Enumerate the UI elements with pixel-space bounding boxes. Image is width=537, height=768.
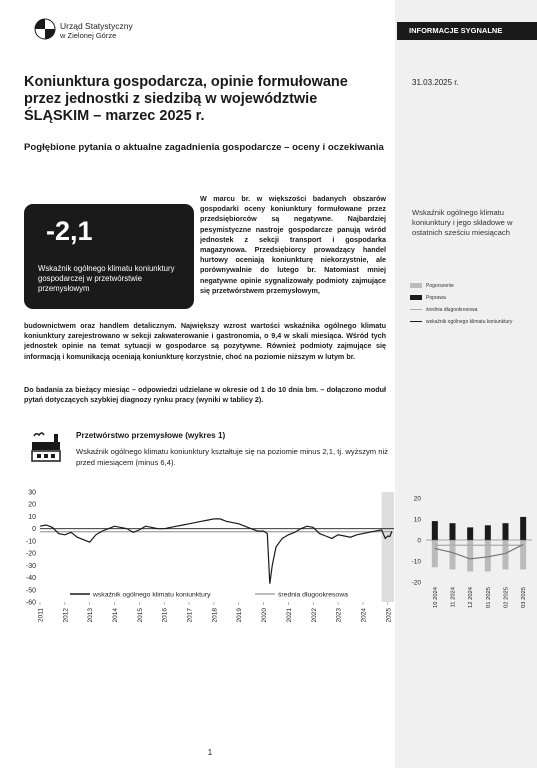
signal-info-tab: INFORMACJE SYGNALNE (397, 22, 537, 40)
x-tick-label: 2017 (186, 608, 194, 623)
bar-deterioration (503, 540, 509, 569)
legend-label-longterm-avg: średnia długookresowa (278, 591, 348, 599)
logo-emblem-icon (34, 18, 56, 40)
kpi-label: Wskaźnik ogólnego klimatu koniunktury gospodarczej w przetwórstwie przemysłowym (38, 264, 175, 293)
series-line-climate-indicator (435, 544, 523, 558)
six-month-bar-chart (400, 486, 537, 630)
legend-line (410, 309, 422, 310)
section-title: Przetwórstwo przemysłowe (wykres 1) (76, 431, 226, 440)
y-tick-label: 0 (417, 537, 421, 545)
intro-paragraph-full: budownictwem oraz handlem detalicznym. Największy wzrost wartości wskaźnika ogólnego klimatu koniunktury zarejestrowano w sekcji zakwaterowanie i gastronomia, o 9,4 w skali miesiąca. Wśród tych jednostek opinie na temat sytuacji w gospodarce są pozytywne. Również podmioty zajmujące się informacją i komunikacją oceniają koniunkturę korzystnie, choć na poziomie niższym w lutym br. (24, 321, 386, 361)
legend-line (410, 321, 422, 322)
x-tick-label: 02 2025 (503, 587, 510, 608)
x-tick-label: 10 2024 (432, 587, 439, 608)
x-tick-label: 2016 (161, 608, 169, 623)
bar-improvement (467, 527, 473, 540)
factory-icon (28, 428, 64, 464)
y-tick-label: 20 (28, 501, 36, 509)
x-tick-label: 12 2024 (468, 587, 475, 608)
page-subtitle: Pogłębione pytania o aktualne zagadnienia gospodarcze – oceny i oczekiwania (24, 142, 384, 153)
kpi-box (24, 204, 194, 309)
bar-deterioration (432, 540, 438, 567)
legend-swatch (410, 295, 422, 300)
y-tick-label: -10 (25, 538, 36, 546)
gus-logo (34, 18, 174, 48)
publication-date: 31.03.2025 r. (412, 78, 459, 87)
x-tick-label: 2013 (87, 608, 95, 623)
legend-swatch (410, 283, 422, 288)
x-tick-label: 11 2024 (450, 587, 457, 608)
y-tick-label: 0 (32, 526, 36, 534)
bar-improvement (485, 525, 491, 540)
x-tick-label: 2022 (310, 608, 318, 623)
x-tick-label: 2011 (37, 608, 45, 622)
x-tick-label: 2018 (211, 608, 219, 623)
logo-text (60, 22, 133, 40)
y-tick-label: -50 (25, 587, 36, 595)
page-number: 1 (207, 748, 213, 757)
bar-improvement (503, 523, 509, 540)
y-tick-label: 10 (28, 513, 36, 521)
x-tick-label: 2020 (261, 608, 269, 623)
page-title: Koniunktura gospodarcza, opinie formułowane przez jednostki z siedzibą w województwie ŚLĄSKIM – marzec 2025 r. (24, 74, 348, 124)
x-tick-label: 2021 (285, 608, 293, 623)
x-tick-label: 2023 (335, 608, 343, 623)
logo-line1: Urząd Statystyczny (60, 21, 133, 31)
x-tick-label: 2012 (62, 608, 70, 623)
x-tick-label: 2014 (112, 608, 120, 623)
y-tick-label: -30 (25, 562, 36, 570)
y-tick-label: -20 (411, 579, 421, 587)
x-tick-label: 2024 (360, 608, 368, 623)
bar-improvement (450, 523, 456, 540)
intro-note: Do badania za bieżący miesiąc – odpowiedzi udzielane w okresie od 1 do 10 dnia bm. – dołączono moduł pytań dotyczących szybkiej diagnozy rynku pracy (wyniki w tablicy 2). (24, 385, 386, 405)
industry-climate-line-chart (0, 486, 398, 630)
x-tick-label: 01 2025 (485, 587, 492, 608)
x-tick-label: 2015 (136, 608, 144, 623)
sidebar-panel (395, 0, 537, 768)
sidebar-chart-title: Wskaźnik ogólnego klimatu koniunktury i jego składowe w ostatnich sześciu miesiącach (412, 208, 513, 237)
legend-item-deterioration: Pogorszenie (410, 282, 454, 290)
y-tick-label: 30 (28, 489, 36, 497)
intro-paragraph-right: W marcu br. w większości badanych obszarów gospodarki oceny koniunktury formułowane przez przedsiębiorców są negatywne. Najbardziej pesymistyczne nastroje gospodarcze panują wśród jednostek z sekcji transport i gospodarka magazynowa. Przedsiębiorcy prowadzący handel hurtowy oceniają koniunkturę niekorzystnie, ale porównywalnie do lutego br. Natomiast mniej negatywne opinie sygnalizowały podmioty zajmujące się przetwórstwem przemysłowym, (200, 194, 386, 295)
x-tick-label: 2025 (385, 608, 393, 623)
legend-label-climate-indicator: wskaźnik ogólnego klimatu koniunktury (93, 591, 211, 599)
y-tick-label: -20 (25, 550, 36, 558)
legend-item-improvement: Poprawa (410, 294, 446, 302)
y-tick-label: -40 (25, 575, 36, 583)
bar-improvement (432, 521, 438, 540)
legend-item-longterm-avg: średnia długookresowa (410, 306, 477, 314)
bar-deterioration (450, 540, 456, 569)
legend-item-climate-indicator: wskaźnik ogólnego klimatu koniunktury (410, 318, 512, 326)
x-tick-label: 03 2025 (521, 587, 528, 608)
section-text: Wskaźnik ogólnego klimatu koniunktury kształtuje się na poziomie minus 2,1, tj. wyższym niż przed miesiącem (minus 6,4). (76, 447, 388, 467)
kpi-value: -2,1 (46, 216, 93, 246)
logo-line2: w Zielonej Górze (60, 31, 117, 40)
y-tick-label: 20 (413, 495, 421, 503)
highlight-band (382, 492, 394, 602)
y-tick-label: 10 (413, 516, 421, 524)
bar-improvement (520, 517, 526, 540)
bar-deterioration (520, 540, 526, 569)
y-tick-label: -60 (25, 599, 36, 607)
y-tick-label: -10 (411, 558, 421, 566)
x-tick-label: 2019 (236, 608, 244, 623)
